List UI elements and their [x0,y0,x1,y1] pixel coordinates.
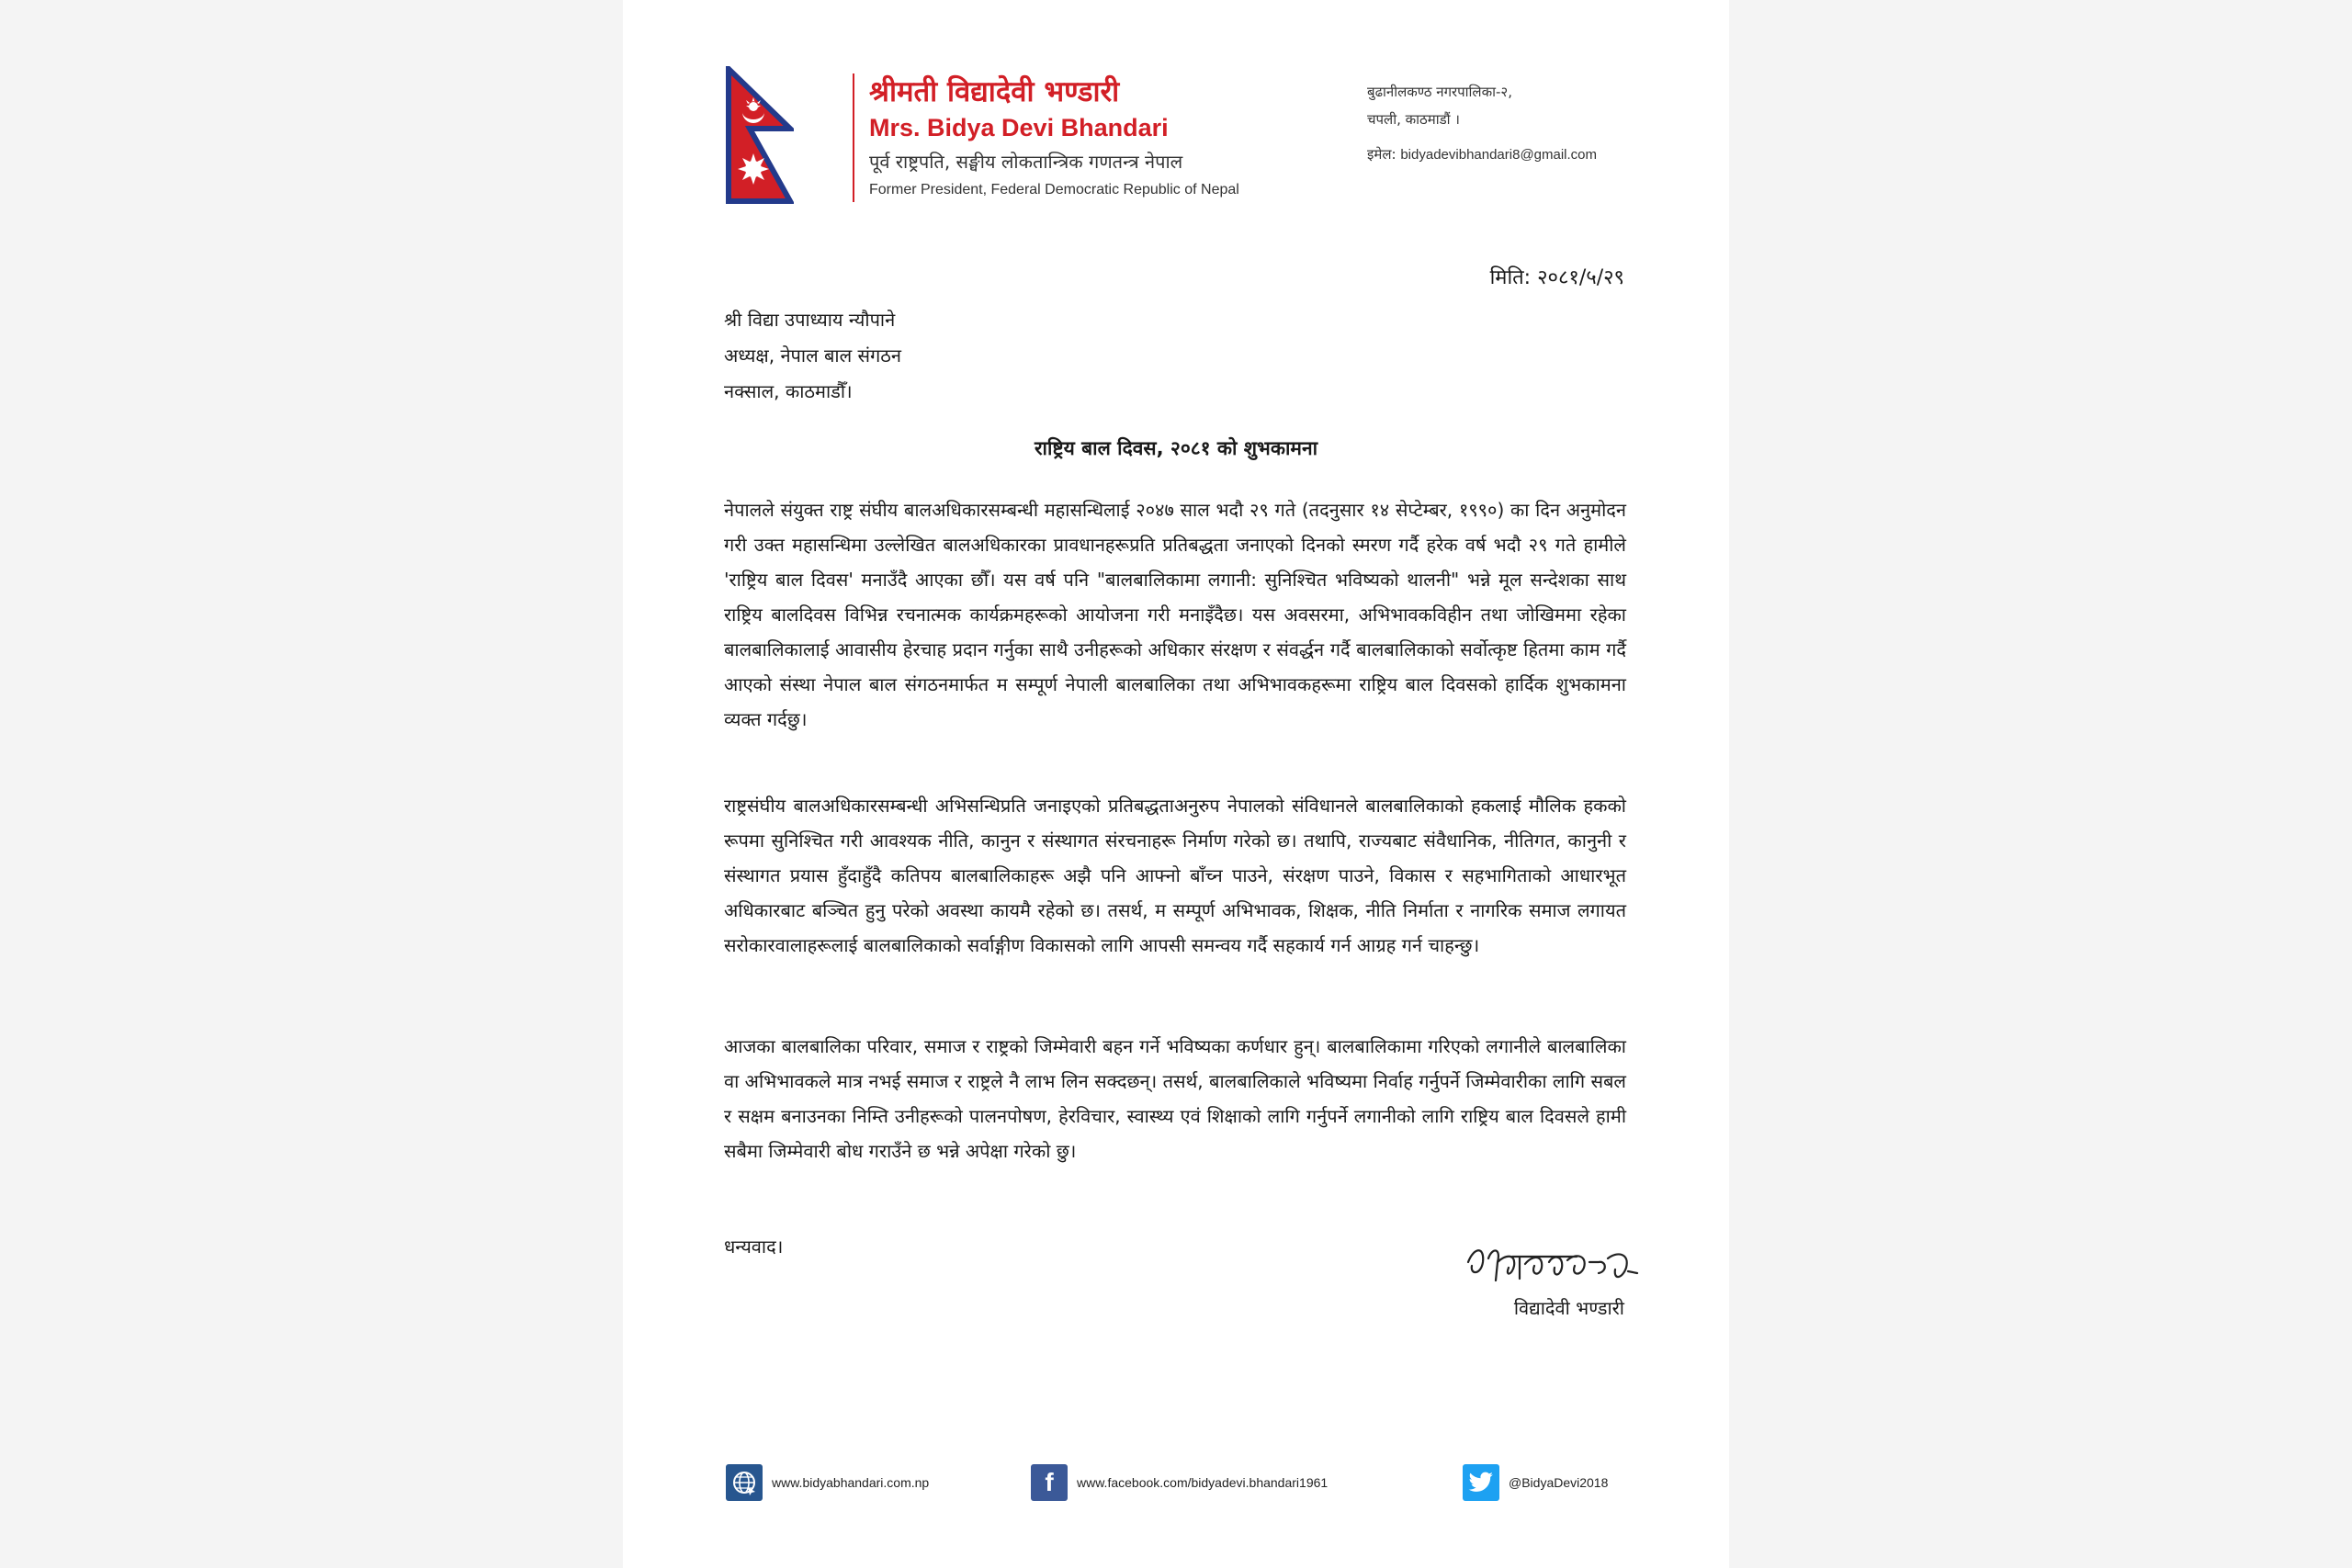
signatory-name: विद्यादेवी भण्डारी [1513,1297,1624,1319]
body-paragraph-2: राष्ट्रसंघीय बालअधिकारसम्बन्धी अभिसन्धिप्रति जनाइएको प्रतिबद्धताअनुरुप नेपालको संविधानले बालबालिकाको हकलाई मौलिक हकको रूपमा सुनिश्चित गरी आवश्यक नीति, कानुन र संस्थागत संरचनाहरू निर्माण गरेको छ। तथापि, राज्यबाट संवैधानिक, नीतिगत, कानुनी र संस्थागत प्रयास हुँदाहुँदै कतिपय बालबालिकाहरू अझै पनि आफ्नो बाँच्न पाउने, संरक्षण पाउने, विकास र सहभागिताको आधारभूत अधिकारबाट बञ्चित हुनु परेको अवस्था कायमै रहेको छ। तसर्थ, म सम्पूर्ण अभिभावक, शिक्षक, नीति निर्माता र नागरिक समाज लगायत सरोकारवालाहरूलाई बालबालिकाको सर्वाङ्गीण विकासको लागि आपसी समन्वय गर्दै सहकार्य गर्न आग्रह गर्न चाहन्छु। [724,795,1626,956]
footer-twitter[interactable] [1463,1464,1608,1501]
footer-website[interactable] [726,1464,929,1501]
recipient-line-1: श्री विद्या उपाध्याय न्यौपाने [724,309,896,331]
globe-icon [726,1464,763,1501]
address-line-1: बुढानीलकण्ठ नगरपालिका-२, [1367,84,1512,100]
footer-website-text: www.bidyabhandari.com.np [772,1475,930,1490]
letterhead-name-english: Mrs. Bidya Devi Bhandari [869,114,1169,141]
footer-facebook-text: www.facebook.com/bidyadevi.bhandari1961 [1077,1475,1329,1490]
footer-twitter-text: @BidyaDevi2018 [1509,1475,1609,1490]
twitter-icon [1463,1464,1499,1501]
body-paragraph-3: आजका बालबालिका परिवार, समाज र राष्ट्रको जिम्मेवारी बहन गर्ने भविष्यका कर्णधार हुन्। बालबालिकामा गरिएको लगानीले बालबालिका वा अभिभावकले मात्र नभई समाज र राष्ट्रले नै लाभ लिन सक्दछन्। तसर्थ, बालबालिकाले भविष्यमा निर्वाह गर्नुपर्ने जिम्मेवारीका लागि सबल र सक्षम बनाउनका निम्ति उनीहरूको पालनपोषण, हेरविचार, स्वास्थ्य एवं शिक्षाको लागि गर्नुपर्ने लगानीको लागि राष्ट्रिय बाल दिवसले हामी सबैमा जिम्मेवारी बोध गराउँने छ भन्ने अपेक्षा गरेको छु। [724,1035,1626,1162]
recipient-line-3: नक्साल, काठमाडौँ। [724,380,853,402]
email-label: इमेल: [1367,146,1396,163]
handwritten-signature [1461,1235,1645,1297]
closing-thanks: धन्यवाद। [724,1235,784,1258]
address-line-2: चपली, काठमाडौं । [1367,111,1460,128]
facebook-icon: f [1031,1464,1068,1501]
letterhead-title-english: Former President, Federal Democratic Republic of Nepal [869,182,1239,197]
body-paragraph-1: नेपालले संयुक्त राष्ट्र संघीय बालअधिकारसम्बन्धी महासन्धिलाई २०४७ साल भदौ २९ गते (तदनुसार १४ सेप्टेम्बर, १९९०) का दिन अनुमोदन गरी उक्त महासन्धिमा उल्लेखित बालअधिकारका प्रावधानहरूप्रति प्रतिबद्धता जनाएको दिनको स्मरण गर्दै हरेक वर्ष भदौ २९ गते हामीले 'राष्ट्रिय बाल दिवस' मनाउँदै आएका छौँ। यस वर्ष पनि "बालबालिकामा लगानी: सुनिश्चित भविष्यको थालनी" भन्ने मूल सन्देशका साथ राष्ट्रिय बालदिवस विभिन्न रचनात्मक कार्यक्रमहरूको आयोजना गरी मनाइँदैछ। यस अवसरमा, अभिभावकविहीन तथा जोखिममा रहेका बालबालिकालाई आवासीय हेरचाह प्रदान गर्नुका साथै उनीहरूको अधिकार संरक्षण र संवर्द्धन गर्दै बालबालिकाको सर्वोत्कृष्ट हितमा काम गर्दै आएको संस्था नेपाल बाल संगठनमार्फत म सम्पूर्ण नेपाली बालबालिका तथा अभिभावकहरूमा राष्ट्रिय बाल दिवसको हार्दिक शुभकामना व्यक्त गर्दछु। [724,499,1626,730]
letterhead-divider [853,73,854,202]
recipient-line-2: अध्यक्ष, नेपाल बाल संगठन [724,344,902,367]
nepal-flag-icon [726,66,794,204]
email-line [1367,145,1597,164]
footer-facebook[interactable] [1031,1464,1328,1501]
letter-page [623,0,1729,1568]
letterhead-title-nepali: पूर्व राष्ट्रपति, सङ्घीय लोकतान्त्रिक गणतन्त्र नेपाल [869,151,1183,173]
letter-date: मिति: २०८१/५/२९ [1489,266,1624,289]
email-address[interactable]: bidyadevibhandari8@gmail.com [1400,147,1598,163]
letterhead-name-nepali: श्रीमती विद्यादेवी भण्डारी [869,75,1120,108]
letter-subject: राष्ट्रिय बाल दिवस, २०८१ को शुभकामना [1034,437,1318,459]
